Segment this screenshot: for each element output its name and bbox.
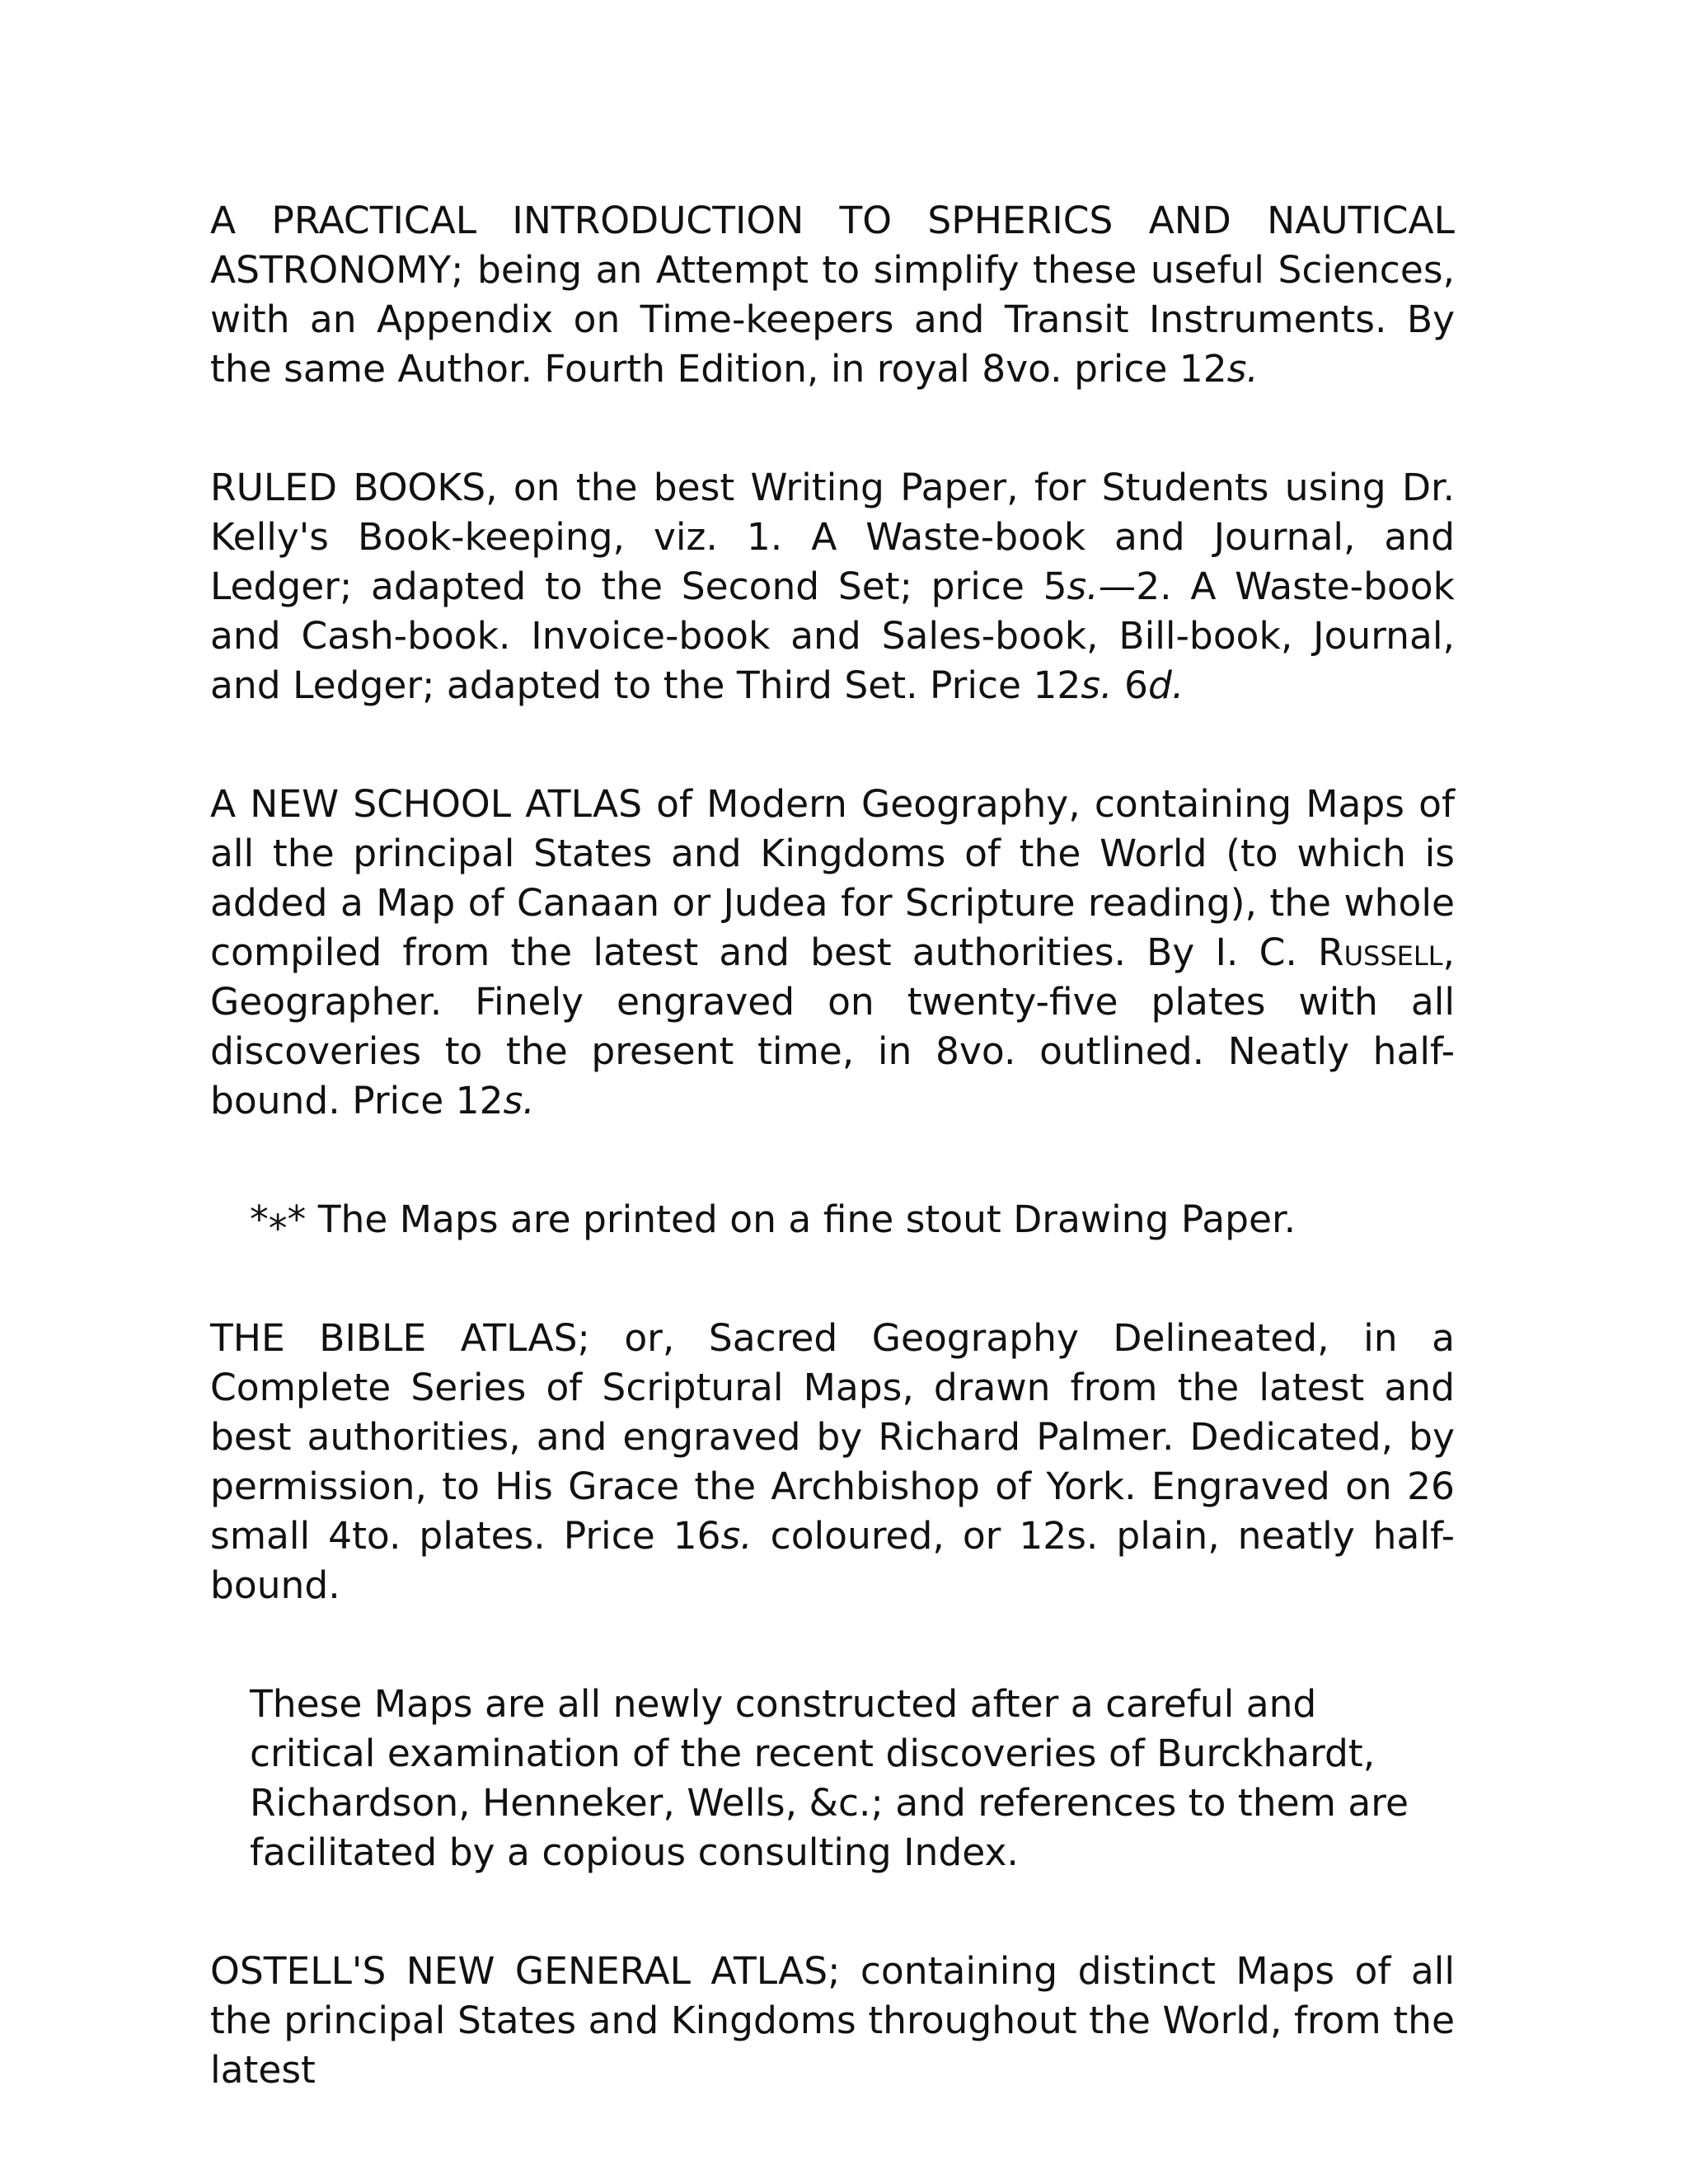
ad-school-atlas xyxy=(210,780,1455,1126)
ad-text: THE BIBLE ATLAS; or, Sacred Geography Delineated, in a Complete Series of Scriptural Maps, drawn from the latest and best authorities, and engraved by Richard Palmer. Dedicated, by permission, to His Grace the Archbishop of York. Engraved on 26 small 4to. plates. Price 16 xyxy=(210,1316,1455,1558)
ad-text-italic: s. xyxy=(1226,347,1259,391)
ad-text: 6 xyxy=(1112,663,1148,707)
ad-ruled-books xyxy=(210,463,1455,710)
asterism-mark: *** xyxy=(250,1197,307,1251)
ad-bible-atlas xyxy=(210,1314,1455,1610)
ad-text: , Geographer. Finely engraved on twenty-five plates with all discoveries to the present time, in 8vo. outlined. Neatly half-bound. Price 12 xyxy=(210,930,1455,1122)
ad-text: RULED BOOKS, on the best Writing Paper, for Students using Dr. Kelly's Book-keeping, viz. 1. A Waste-book and Journal, and Ledger; adapted to the Second Set; price 5 xyxy=(210,466,1455,608)
ad-text-italic: d. xyxy=(1147,663,1184,707)
ad-bible-atlas-note xyxy=(250,1680,1415,1877)
ad-text: coloured, or 12s. plain, neatly half-bound. xyxy=(210,1514,1455,1607)
ad-text: A NEW SCHOOL ATLAS of Modern Geography, containing Maps of all the principal States and Kingdoms of the World (to which is added a Map of Canaan or Judea for Scripture reading), the whole compiled from the latest and best authorities. By I. C. xyxy=(210,782,1455,974)
ad-text: The Maps are printed on a fine stout Drawing Paper. xyxy=(306,1197,1296,1241)
ad-text: —2. A Waste-book and Cash-book. Invoice-book and Sales-book, Bill-book, Journal, and Ledger; adapted to the Third Set. Price 12 xyxy=(210,565,1455,707)
ad-text: OSTELL'S NEW GENERAL ATLAS; containing distinct Maps of all the principal States and Kingdoms throughout the World, from the latest xyxy=(210,1949,1455,2092)
ad-text-italic: s. xyxy=(1067,565,1099,608)
author-name: Russell xyxy=(1317,930,1443,974)
ad-text-italic: s. xyxy=(1081,663,1113,707)
advertisement-page xyxy=(210,196,1455,2164)
ad-text-italic: s. xyxy=(503,1079,535,1122)
ad-text: These Maps are all newly constructed after a careful and critical examination of the recent discoveries of Burckhardt, Richardson, Henneker, Wells, &c.; and references to them are facilitated by a copious consulting Index. xyxy=(250,1682,1409,1874)
ad-text-italic: s. xyxy=(720,1514,753,1558)
ad-maps-note xyxy=(250,1195,1455,1251)
ad-text: A PRACTICAL INTRODUCTION TO SPHERICS AND NAUTICAL ASTRONOMY; being an Attempt to simplify these useful Sciences, with an Appendix on Time-keepers and Transit Instruments. By the same Author. Fourth Edition, in royal 8vo. price 12 xyxy=(210,199,1455,391)
ad-ostell-atlas xyxy=(210,1947,1455,2095)
ad-spherics-astronomy xyxy=(210,196,1455,394)
